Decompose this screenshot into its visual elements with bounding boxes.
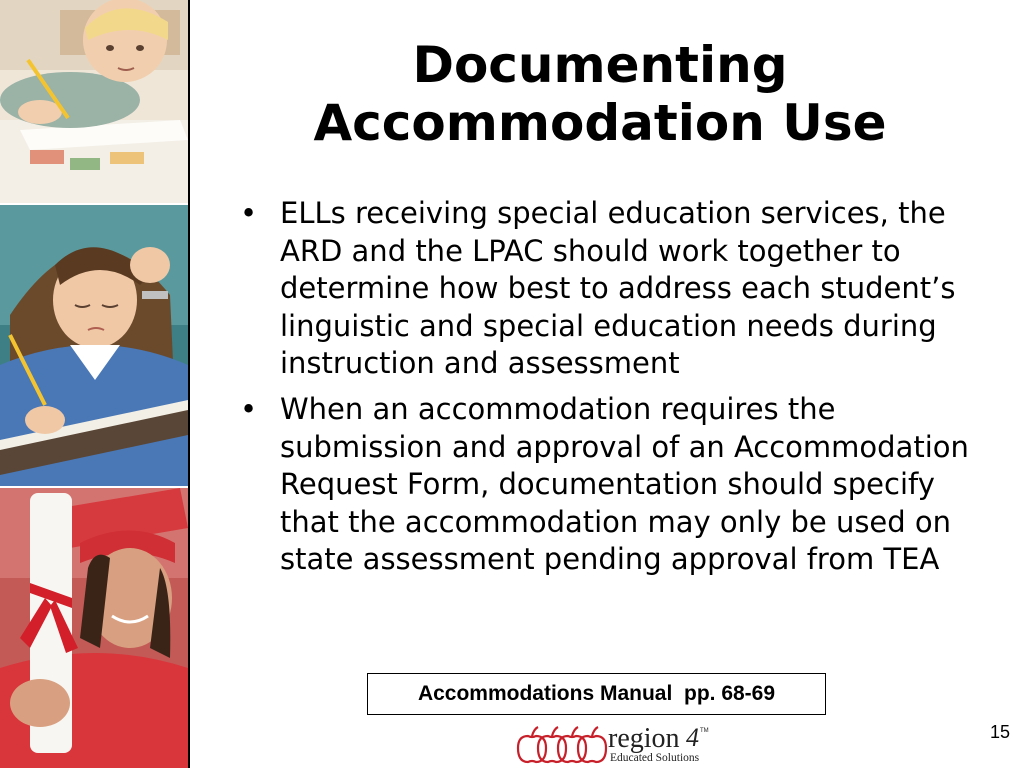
apples-icon bbox=[516, 724, 608, 766]
logo-trademark: TM bbox=[700, 728, 709, 734]
logo-word: region bbox=[608, 723, 680, 754]
region4-logo bbox=[516, 723, 709, 766]
bullet-list bbox=[240, 195, 980, 587]
bullet-text: When an accommodation requires the submission and approval of an Accommodation Request Form, documentation should specify that the accommodation may only be used on state assessment pending approval from TEA bbox=[280, 391, 969, 577]
slide-title bbox=[220, 36, 980, 152]
bullet-item bbox=[240, 391, 980, 579]
bullet-marker: • bbox=[240, 391, 258, 426]
boy-drawing-photo bbox=[0, 0, 188, 203]
bullet-item bbox=[240, 195, 980, 383]
logo-number: 4 bbox=[686, 723, 699, 752]
girl-frustrated-studying-photo bbox=[0, 205, 188, 486]
graduate-with-diploma-photo bbox=[0, 488, 188, 768]
logo-subtitle: Educated Solutions bbox=[610, 752, 700, 764]
title-line-2: Accommodation Use bbox=[313, 94, 887, 152]
bullet-marker: • bbox=[240, 196, 258, 230]
bullet-text: ELLs receiving special education services, the ARD and the LPAC should work together to determine how best to address each student’s linguistic and special education needs during instruction and assessment bbox=[280, 196, 956, 381]
title-line-1: Documenting bbox=[412, 36, 788, 94]
photo-strip bbox=[0, 0, 190, 768]
page-number: 15 bbox=[990, 722, 1011, 742]
manual-reference-box: Accommodations Manual pp. 68-69 bbox=[367, 673, 826, 715]
